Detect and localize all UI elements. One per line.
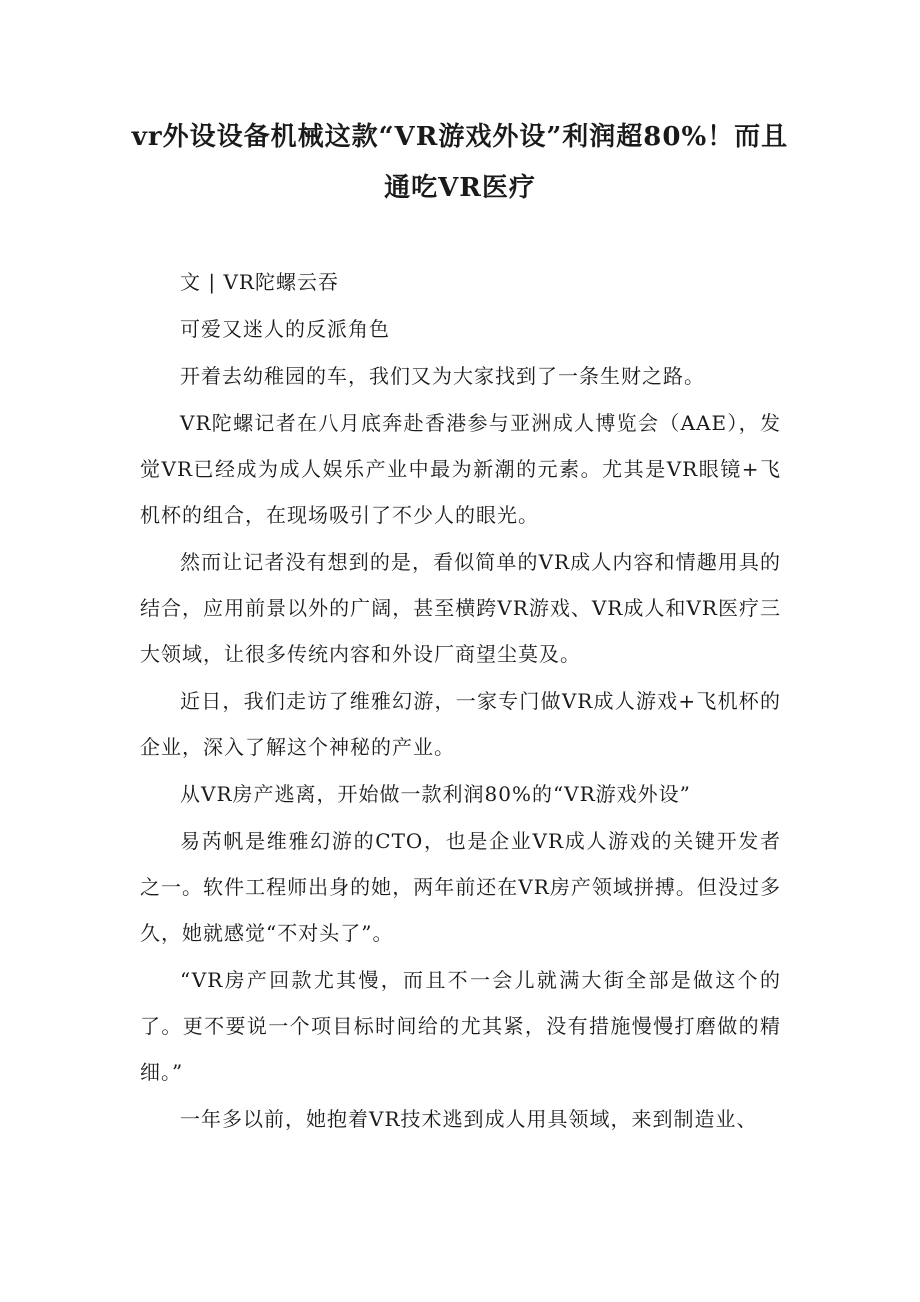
body-paragraph: 易芮帆是维雅幻游的CTO，也是企业VR成人游戏的关键开发者之一。软件工程师出身的她，两年前还在VR房产领域拼搏。但没过多久，她就感觉“不对头了”。 bbox=[140, 829, 781, 945]
body-paragraph: 近日，我们走访了维雅幻游，一家专门做VR成人游戏+飞机杯的企业，深入了解这个神秘的产业。 bbox=[140, 689, 781, 759]
section-heading-paragraph: 从VR房产逃离，开始做一款利润80%的“VR游戏外设” bbox=[180, 782, 691, 806]
article-title: vr外设设备机械这款“VR游戏外设”利润超80%！而且通吃VR医疗 bbox=[131, 122, 789, 203]
quote-paragraph: “VR房产回款尤其慢，而且不一会儿就满大街全部是做这个的了。更不要说一个项目标时间给的尤其紧，没有措施慢慢打磨做的精细。” bbox=[140, 968, 781, 1084]
article-body bbox=[140, 259, 781, 1143]
byline-paragraph: 文 | VR陀螺云吞 bbox=[180, 270, 339, 294]
body-paragraph: VR陀螺记者在八月底奔赴香港参与亚洲成人博览会（AAE），发觉VR已经成为成人娱乐产业中最为新潮的元素。尤其是VR眼镜+飞机杯的组合，在现场吸引了不少人的眼光。 bbox=[140, 411, 781, 527]
body-paragraph: 开着去幼稚园的车，我们又为大家找到了一条生财之路。 bbox=[180, 364, 705, 388]
body-paragraph: 一年多以前，她抱着VR技术逃到成人用具领域，来到制造业、 bbox=[180, 1107, 758, 1131]
subheading-paragraph: 可爱又迷人的反派角色 bbox=[180, 317, 390, 341]
body-paragraph: 然而让记者没有想到的是，看似简单的VR成人内容和情趣用具的结合，应用前景以外的广阔，甚至横跨VR游戏、VR成人和VR医疗三大领域，让很多传统内容和外设厂商望尘莫及。 bbox=[140, 550, 781, 666]
